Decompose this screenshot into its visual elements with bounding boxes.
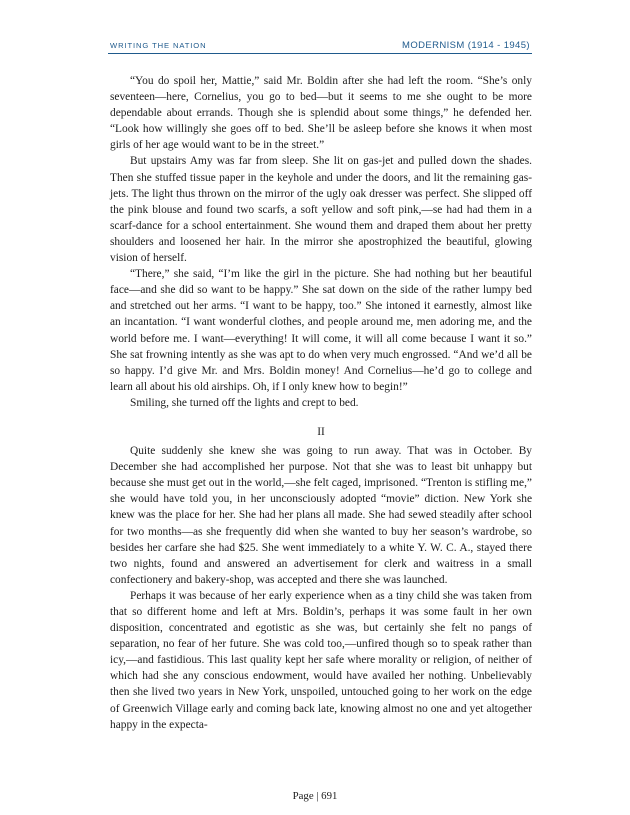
header-right: MODERNISM (1914 - 1945) — [402, 40, 530, 51]
section-heading: II — [317, 425, 325, 438]
paragraph: Perhaps it was because of her early experience when as a tiny child she was taken from that so different home and left at Mrs. Boldin’s, perhaps it was some fault in her own disposition, concentrated and egotistic as she was, but certainly she felt no pangs of separation, no fear of her future. She was cold too,—unfired though so to speak rather than icy,—and fastidious. This last quality kept her safe where morality or religion, of neither of which had she any conscious endowment, would have availed her nothing. Unbelievably then she lived two years in New York, unspoiled, untouched going to her work on the edge of Greenwich Village early and coming back late, knowing almost no one and yet altogether happy in the expecta- — [110, 589, 532, 731]
header-rule — [108, 53, 532, 54]
paragraph: “You do spoil her, Mattie,” said Mr. Boldin after she had left the room. “She’s only seventeen—here, Cornelius, you go to bed—but it seems to me she ought to be more dependable about errands. Though she is splendid about some things,” he defended her. “Look how willingly she goes off to bed. She’ll be asleep before she knows it when most girls of her age would want to be in the street.” — [110, 75, 532, 152]
paragraph: But upstairs Amy was far from sleep. She lit on gas-jet and pulled down the shades. Then she stuffed tissue paper in the keyhole and under the doors, and lit the remaining gas-jets. The light thus thrown on the mirror of the ugly oak dresser was perfect. She slipped off the pink blouse and found two scarfs, a soft yellow and soft pink,—se had had them in a scarf-dance for a school entertainment. She wound them and draped them about her pretty shoulders and loosened her hair. In the mirror she apostrophized the beautiful, glowing vision of herself. — [110, 155, 532, 265]
page-number: Page | 691 — [292, 790, 338, 802]
header-left: WRITING THE NATION — [110, 41, 207, 50]
body-text — [110, 73, 532, 733]
paragraph: Quite suddenly she knew she was going to run away. That was in October. By December she had accomplished her purpose. Not that she was to least bit unhappy but because she must get out in the world,—she felt caged, imprisoned. “Trenton is stifling me,” she would have told you, in her unconsciously adopted “movie” diction. New York she knew was the place for her. She had her plans all made. She had sewed steadily after school for two months—as she frequently did when she wanted to buy her season’s wardrobe, so besides her carfare she had $25. She went immediately to a white Y. W. C. A., stayed there two nights, found and answered an advertisement for clerk and waitress in a small confectionery and bakery-shop, was accepted and there she was launched. — [110, 445, 532, 586]
paragraph: “There,” she said, “I’m like the girl in the picture. She had nothing but her beautiful face—and she did so want to be happy.” She sat down on the side of the rather lumpy bed and stretched out her arms. “I want to be happy, too.” She intoned it earnestly, almost like an incantation. “I want wonderful clothes, and people around me, men adoring me, and the world before me. I want—everything! It will come, it will all come because I want it so.” She sat frowning intently as she was apt to do when very much engrossed. “And we’d all be so happy. I’d give Mr. and Mrs. Boldin money! And Cornelius—he’d go to college and learn all about his old airships. Oh, if I only knew how to begin!” — [110, 268, 532, 393]
running-header — [110, 40, 530, 51]
paragraph: Smiling, she turned off the lights and crept to bed. — [130, 396, 359, 409]
